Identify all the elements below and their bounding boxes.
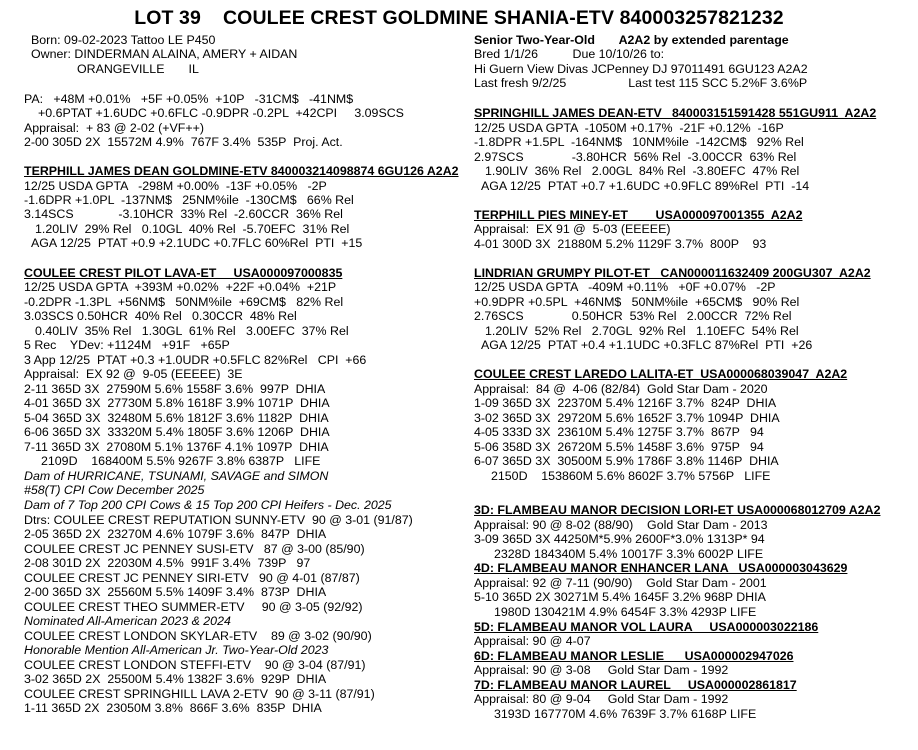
- right-section-heading: LINDRIAN GRUMPY PILOT-ET CAN000011632409 200GU307 A2A2: [474, 266, 871, 280]
- left-text-line: COULEE CREST LONDON SKYLAR-ETV 89 @ 3-02 (90/90): [24, 629, 372, 643]
- right-text-line: 3193D 167770M 4.6% 7639F 3.7% 6168P LIFE: [494, 707, 757, 721]
- right-section-heading: 6D: FLAMBEAU MANOR LESLIE USA000002947026: [474, 649, 794, 663]
- left-text-line: 12/25 USDA GPTA -298M +0.00% -13F +0.05% -2P: [24, 179, 327, 193]
- right-section-heading: SPRINGHILL JAMES DEAN-ETV 840003151591428 551GU911 A2A2: [474, 106, 877, 120]
- left-text-line: #58(T) CPI Cow December 2025: [24, 483, 205, 497]
- right-text-line: 3-02 365D 3X 29720M 5.6% 1652F 3.7% 1094P DHIA: [474, 411, 780, 425]
- left-text-line: -0.2DPR -1.3PL +56NM$ 50NM%ile +69CM$ 82% Rel: [24, 295, 344, 309]
- right-text-line: AGA 12/25 PTAT +0.7 +1.6UDC +0.9FLC 89%Rel PTI -14: [481, 179, 810, 193]
- right-text-line: 6-07 365D 3X 30500M 5.9% 1786F 3.8% 1146P DHIA: [474, 454, 779, 468]
- left-text-line: 3 App 12/25 PTAT +0.3 +1.0UDR +0.5FLC 82%Rel CPI +66: [24, 353, 367, 367]
- left-text-line: Appraisal: + 83 @ 2-02 (+VF++): [24, 121, 204, 135]
- left-text-line: Owner: DINDERMAN ALAINA, AMERY + AIDAN: [31, 47, 298, 61]
- left-text-line: COULEE CREST JC PENNEY SUSI-ETV 87 @ 3-00 (85/90): [24, 542, 365, 556]
- right-text-line: Appraisal: 92 @ 7-11 (90/90) Gold Star Dam - 2001: [474, 576, 767, 590]
- left-text-line: 7-11 365D 3X 27080M 5.1% 1376F 4.1% 1097P DHIA: [24, 440, 329, 454]
- left-text-line: AGA 12/25 PTAT +0.9 +2.1UDC +0.7FLC 60%Rel PTI +15: [31, 236, 363, 250]
- right-text-line: 2328D 184340M 5.4% 10017F 3.3% 6002P LIFE: [494, 547, 764, 561]
- left-text-line: Dtrs: COULEE CREST REPUTATION SUNNY-ETV 90 @ 3-01 (91/87): [24, 513, 413, 527]
- right-text-line: Bred 1/1/26 Due 10/10/26 to:: [474, 47, 665, 61]
- right-text-line: Appraisal: EX 91 @ 5-03 (EEEEE): [474, 222, 671, 236]
- right-text-line: 2.97SCS -3.80HCR 56% Rel -3.00CCR 63% Rel: [474, 150, 797, 164]
- left-text-line: Nominated All-American 2023 & 2024: [24, 614, 231, 628]
- left-text-line: 12/25 USDA GPTA +393M +0.02% +22F +0.04% +21P: [24, 280, 337, 294]
- right-text-line: 12/25 USDA GPTA -409M +0.11% +0F +0.07% -2P: [474, 280, 776, 294]
- right-text-line: Appraisal: 80 @ 9-04 Gold Star Dam - 1992: [474, 692, 729, 706]
- right-section-heading: COULEE CREST LAREDO LALITA-ET USA000068039047 A2A2: [474, 367, 848, 381]
- right-text-line: AGA 12/25 PTAT +0.4 +1.1UDC +0.3FLC 87%Rel PTI +26: [481, 338, 813, 352]
- right-text-line: 5-06 358D 3X 26720M 5.5% 1458F 3.6% 975P 94: [474, 440, 764, 454]
- left-text-line: +0.6PTAT +1.6UDC +0.6FLC -0.9DPR -0.2PL +42CPI 3.09SCS: [38, 106, 404, 120]
- right-section-heading: 3D: FLAMBEAU MANOR DECISION LORI-ET USA000068012709 A2A2: [474, 503, 881, 517]
- left-text-line: 1.20LIV 29% Rel 0.10GL 40% Rel -5.70EFC 31% Rel: [35, 222, 350, 236]
- right-text-line: Appraisal: 90 @ 8-02 (88/90) Gold Star Dam - 2013: [474, 518, 768, 532]
- right-section-heading: 5D: FLAMBEAU MANOR VOL LAURA USA000003022186: [474, 620, 819, 634]
- left-text-line: ORANGEVILLE IL: [77, 62, 199, 76]
- lot-title: LOT 39 COULEE CREST GOLDMINE SHANIA-ETV 840003257821232: [134, 7, 784, 29]
- left-text-line: 3.03SCS 0.50HCR 40% Rel 0.30CCR 48% Rel: [24, 309, 297, 323]
- right-text-line: -1.8DPR +1.5PL -164NM$ 10NM%ile -142CM$ 92% Rel: [474, 135, 804, 149]
- left-text-line: COULEE CREST SPRINGHILL LAVA 2-ETV 90 @ 3-11 (87/91): [24, 687, 375, 701]
- right-text-line: Hi Guern View Divas JCPenney DJ 97011491 6GU123 A2A2: [474, 62, 808, 76]
- left-section-heading: COULEE CREST PILOT LAVA-ET USA000097000835: [24, 266, 343, 280]
- right-text-line: +0.9DPR +0.5PL +46NM$ 50NM%ile +65CM$ 90% Rel: [474, 295, 800, 309]
- left-section-heading: TERPHILL JAMES DEAN GOLDMINE-ETV 840003214098874 6GU126 A2A2: [24, 164, 459, 178]
- left-text-line: 2-00 305D 2X 15572M 4.9% 767F 3.4% 535P Proj. Act.: [24, 135, 343, 149]
- left-text-line: 5-04 365D 3X 32480M 5.6% 1812F 3.6% 1182P DHIA: [24, 411, 329, 425]
- left-text-line: Honorable Mention All-American Jr. Two-Year-Old 2023: [24, 643, 329, 657]
- right-text-line: 2150D 153860M 5.6% 8602F 3.7% 5756P LIFE: [491, 469, 771, 483]
- left-text-line: Born: 09-02-2023 Tattoo LE P450: [31, 33, 216, 47]
- left-text-line: 2109D 168400M 5.5% 9267F 3.8% 6387P LIFE: [41, 454, 321, 468]
- right-text-line: 1-09 365D 3X 22370M 5.4% 1216F 3.7% 824P DHIA: [474, 396, 777, 410]
- left-text-line: Dam of HURRICANE, TSUNAMI, SAVAGE and SIMON: [24, 469, 329, 483]
- right-section-heading: TERPHILL PIES MINEY-ET USA000097001355 A2A2: [474, 208, 803, 222]
- left-text-line: COULEE CREST LONDON STEFFI-ETV 90 @ 3-04 (87/91): [24, 658, 366, 672]
- left-text-line: 2-05 365D 2X 23270M 4.6% 1079F 3.6% 847P DHIA: [24, 527, 327, 541]
- left-text-line: 2-00 365D 3X 25560M 5.5% 1409F 3.4% 873P DHIA: [24, 585, 327, 599]
- left-text-line: COULEE CREST JC PENNEY SIRI-ETV 90 @ 4-01 (87/87): [24, 571, 360, 585]
- right-section-heading: 7D: FLAMBEAU MANOR LAUREL USA000002861817: [474, 678, 797, 692]
- right-text-line: 1980D 130421M 4.9% 6454F 3.3% 4293P LIFE: [494, 605, 757, 619]
- left-text-line: 2-11 365D 3X 27590M 5.6% 1558F 3.6% 997P DHIA: [24, 382, 326, 396]
- left-text-line: 4-01 365D 3X 27730M 5.8% 1618F 3.9% 1071P DHIA: [24, 396, 330, 410]
- left-text-line: 6-06 365D 3X 33320M 5.4% 1805F 3.6% 1206P DHIA: [24, 425, 330, 439]
- right-text-line: 12/25 USDA GPTA -1050M +0.17% -21F +0.12% -16P: [474, 121, 784, 135]
- left-text-line: 1-11 365D 2X 23050M 3.8% 866F 3.6% 835P DHIA: [24, 701, 322, 715]
- right-text-line: 1.90LIV 36% Rel 2.00GL 84% Rel -3.80EFC 47% Rel: [485, 164, 800, 178]
- left-text-line: 0.40LIV 35% Rel 1.30GL 61% Rel 3.00EFC 37% Rel: [35, 324, 349, 338]
- right-text-line: 2.76SCS 0.50HCR 53% Rel 2.00CCR 72% Rel: [474, 309, 792, 323]
- left-text-line: 2-08 301D 2X 22030M 4.5% 991F 3.4% 739P 97: [24, 556, 311, 570]
- right-text-line: 4-01 300D 3X 21880M 5.2% 1129F 3.7% 800P 93: [474, 237, 767, 251]
- right-text-line: Senior Two-Year-Old A2A2 by extended parentage: [474, 33, 789, 47]
- left-text-line: Dam of 7 Top 200 CPI Cows & 15 Top 200 CPI Heifers - Dec. 2025: [24, 498, 392, 512]
- right-text-line: 3-09 365D 3X 44250M*5.9% 2600F*3.0% 1313P* 94: [474, 532, 765, 546]
- right-text-line: Appraisal: 84 @ 4-06 (82/84) Gold Star Dam - 2020: [474, 382, 768, 396]
- right-text-line: Last fresh 9/2/25 Last test 115 SCC 5.2%F 3.6%P: [474, 76, 808, 90]
- left-text-line: 5 Rec YDev: +1124M +91F +65P: [24, 338, 230, 352]
- right-section-heading: 4D: FLAMBEAU MANOR ENHANCER LANA USA000003043629: [474, 561, 848, 575]
- left-text-line: Appraisal: EX 92 @ 9-05 (EEEEE) 3E: [24, 367, 243, 381]
- left-text-line: PA: +48M +0.01% +5F +0.05% +10P -31CM$ -41NM$: [24, 92, 354, 106]
- right-text-line: Appraisal: 90 @ 4-07: [474, 634, 591, 648]
- left-text-line: -1.6DPR +1.0PL -137NM$ 25NM%ile -130CM$ 66% Rel: [24, 193, 354, 207]
- left-text-line: 3.14SCS -3.10HCR 33% Rel -2.60CCR 36% Rel: [24, 207, 343, 221]
- right-text-line: 1.20LIV 52% Rel 2.70GL 92% Rel 1.10EFC 54% Rel: [485, 324, 799, 338]
- right-text-line: 4-05 333D 3X 23610M 5.4% 1275F 3.7% 867P 94: [474, 425, 764, 439]
- right-text-line: 5-10 365D 2X 30271M 5.4% 1645F 3.2% 968P DHIA: [474, 590, 766, 604]
- right-text-line: Appraisal: 90 @ 3-08 Gold Star Dam - 1992: [474, 663, 729, 677]
- left-text-line: COULEE CREST THEO SUMMER-ETV 90 @ 3-05 (92/92): [24, 600, 363, 614]
- left-text-line: 3-02 365D 2X 25500M 5.4% 1382F 3.6% 929P DHIA: [24, 672, 327, 686]
